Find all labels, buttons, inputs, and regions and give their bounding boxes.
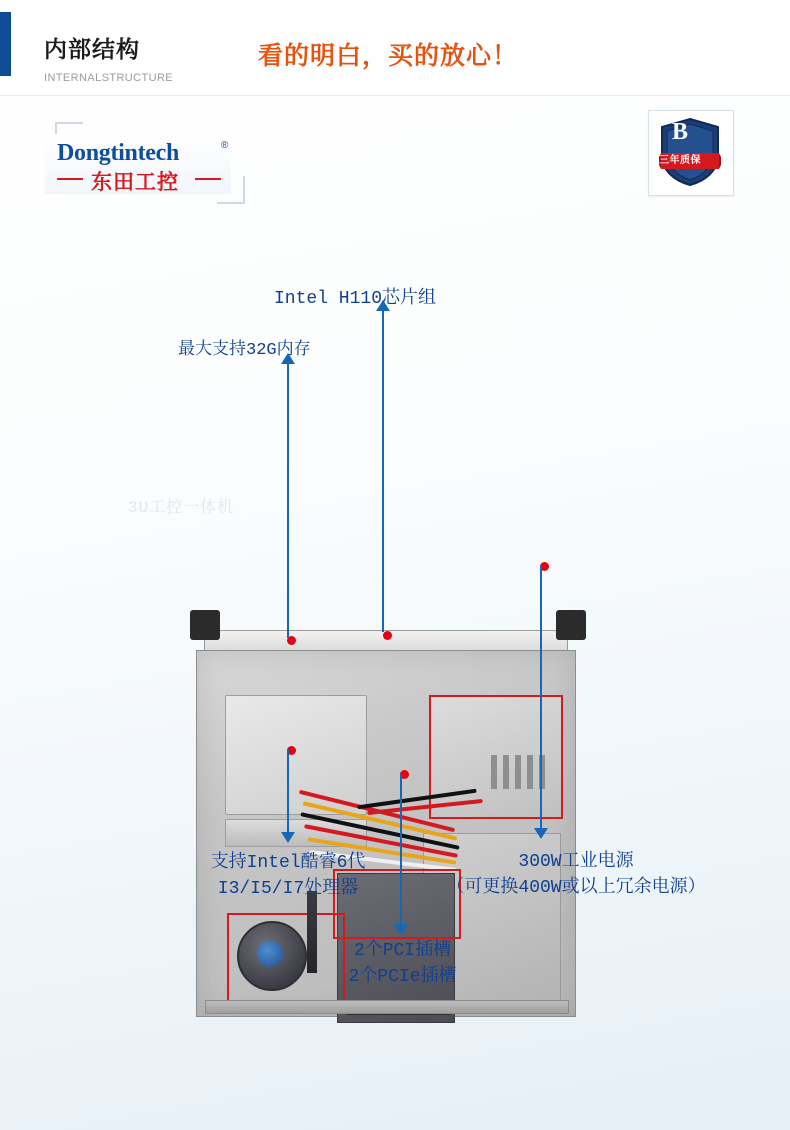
leader-line-slots	[400, 774, 402, 924]
callout-slots	[300, 938, 505, 990]
arrow-head-power	[534, 828, 548, 839]
callout-power-line1: 300W工业电源	[518, 852, 634, 872]
page-header	[0, 0, 790, 96]
leader-line-memory	[287, 363, 289, 638]
chassis-handle-right	[556, 610, 586, 640]
photo-watermark: 3U工控一体机	[128, 499, 235, 517]
page-subtitle-en: INTERNALSTRUCTURE	[44, 72, 174, 84]
logo-brand-cn: 东田工控	[91, 171, 179, 194]
callout-slots-line1: 2个PCI插槽	[353, 941, 452, 961]
arrow-head-slots	[394, 924, 408, 935]
logo-rule-right	[195, 178, 221, 180]
registered-mark-icon: ®	[221, 140, 229, 151]
callout-memory: 最大支持32G内存	[178, 341, 311, 360]
callout-cpu	[178, 850, 398, 902]
leader-line-power	[540, 566, 542, 828]
callout-slots-line2: 2个PCIe插槽	[348, 967, 457, 987]
callout-power	[418, 849, 734, 901]
header-accent-bar	[0, 12, 11, 76]
chassis-bottom-rail	[205, 1000, 569, 1014]
cpu-fan-hub	[257, 941, 283, 967]
arrow-head-cpu	[281, 832, 295, 843]
brand-logo	[45, 122, 245, 204]
page-title: 内部结构	[44, 36, 140, 62]
badge-warranty-text: 三年质保	[659, 155, 701, 166]
product-photo	[0, 230, 790, 890]
anchor-dot-chipset	[383, 631, 392, 640]
leader-line-cpu	[287, 750, 289, 832]
badge-letter: B	[671, 119, 688, 145]
logo-plate	[45, 134, 231, 194]
callout-cpu-line2: I3/I5/I7处理器	[217, 879, 359, 899]
chassis-handle-left	[190, 610, 220, 640]
warranty-badge	[648, 110, 734, 196]
logo-brand-en: Dongtintech	[57, 140, 180, 166]
callout-chipset: Intel H110芯片组	[274, 289, 437, 309]
header-slogan: 看的明白，买的放心！	[258, 42, 519, 70]
callout-power-line2: （可更换400W或以上冗余电源）	[446, 878, 706, 898]
callout-cpu-line1: 支持Intel酷睿6代	[210, 853, 366, 873]
drive-bay-upper	[225, 695, 367, 815]
logo-rule-left	[57, 178, 83, 180]
leader-line-chipset	[382, 310, 384, 632]
